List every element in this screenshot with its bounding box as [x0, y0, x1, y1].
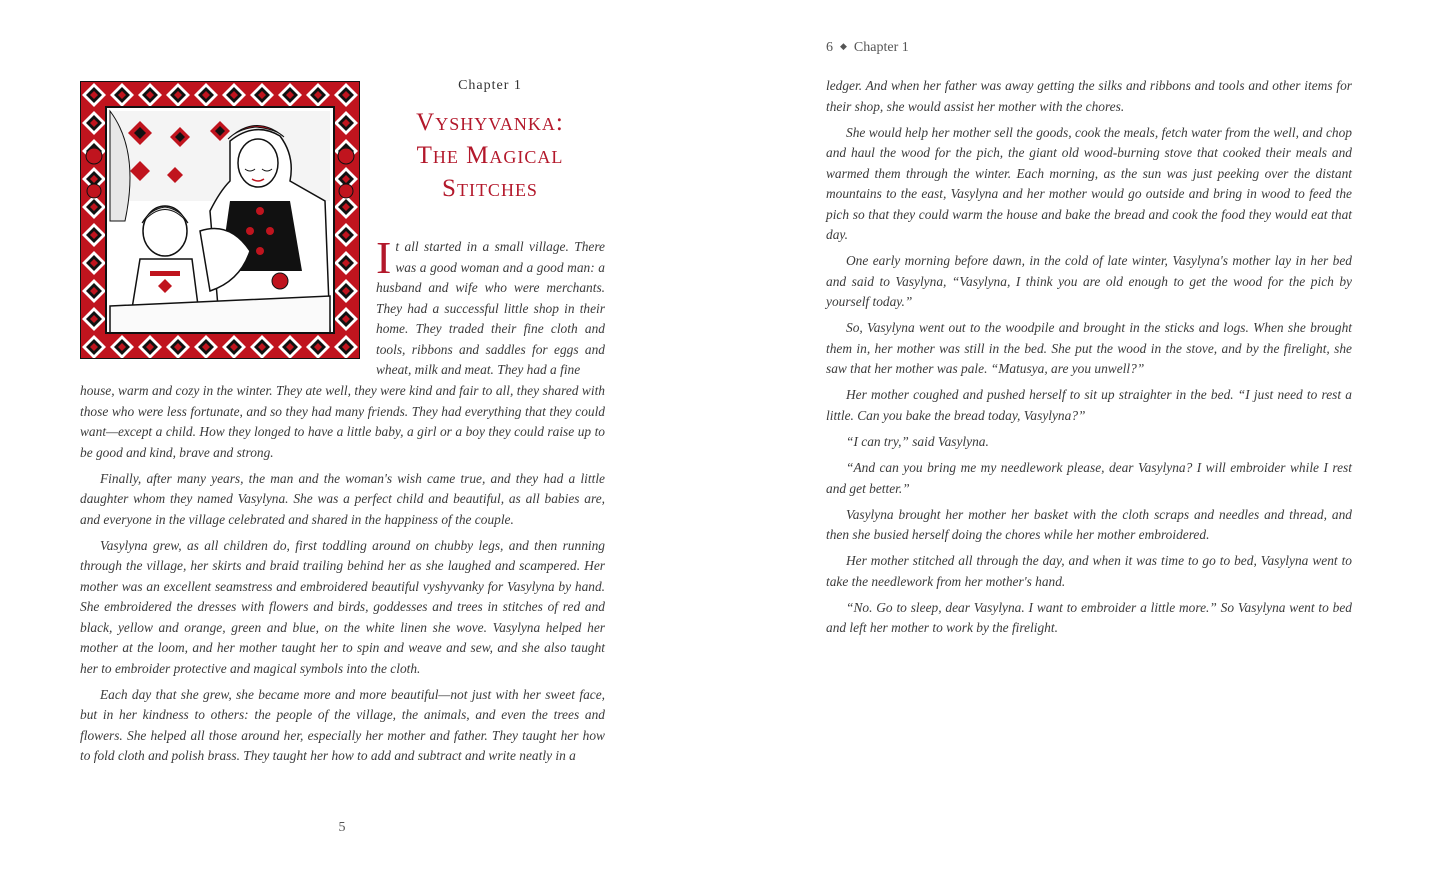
paragraph: “I can try,” said Vasylyna.	[846, 433, 989, 449]
paragraph: house, warm and cozy in the winter. They ate well, they were kind and fair to all, they shared with those who were less fortunate, and so they had many friends. They had everything that they could want—except a child. How they longed to have a little baby, a girl or a boy they could raise up to be good and kind, brave and strong.	[80, 383, 605, 460]
paragraph: Vasylyna grew, as all children do, first toddling around on chubby legs, and then running through the village, her skirts and braid trailing behind her as she laughed and scampered. Her mother was an excellent seamstress and embroidered beautiful vyshyvanky for Vasylyna by hand. She embroidered the dresses with flowers and birds, goddesses and trees in stitches of red and black, yellow and orange, green and blue, on the white linen she wove. Vasylyna helped her mother at the loom, and her mother taught her to spin and weave and sew, and she also taught her to embroider protective and magical symbols into the cloth.	[80, 537, 605, 676]
paragraph: So, Vasylyna went out to the woodpile and brought in the sticks and logs. When she brought them in, her mother was still in the bed. She put the wood in the stove, and by the firelight, she saw that her mother was pale. “Matusya, are you unwell?”	[826, 320, 1352, 377]
paragraph: One early morning before dawn, in the cold of late winter, Vasylyna's mother lay in her bed and said to Vasylyna, “Vasylyna, I think you are old enough to get the wood for the pich by yourself today.”	[826, 253, 1352, 310]
drop-cap: I	[376, 232, 392, 283]
opening-paragraph	[376, 232, 605, 381]
chapter-title-line-1: Vyshyvanka:	[416, 109, 564, 136]
paragraph: “And can you bring me my needlework please, dear Vasylyna? I will embroider while I rest and get better.”	[826, 460, 1352, 496]
paragraph: Her mother stitched all through the day, and when it was time to go to bed, Vasylyna went to take the needlework from her mother's hand.	[826, 553, 1352, 589]
chapter-illustration	[80, 81, 360, 359]
chapter-label: Chapter 1	[458, 78, 522, 93]
running-head-chapter: Chapter 1	[853, 40, 909, 55]
running-head	[826, 40, 909, 56]
chapter-title	[375, 106, 605, 205]
opening-text: t all started in a small village. There was a good woman and a good man: a husband and wife who were merchants. They had a successful little shop in their home. They traded their fine cloth and tools, ribbons and saddles for eggs and wheat, milk and meat. They had a fine	[376, 239, 605, 377]
paragraph: Finally, after many years, the man and the woman's wish came true, and they had a little daughter whom they named Vasylyna. She was a perfect child and beautiful, as all babies are, and everyone in the village celebrated and shared in the happiness of the couple.	[80, 470, 605, 527]
paragraph: She would help her mother sell the goods, cook the meals, fetch water from the well, and chop and haul the wood for the pich, the giant old wood-burning stove that cooked their meals and warmed them through the winter. Each morning, as the sun was just peeking over the distant mountains to the east, Vasylyna and her mother would go outside and bring in wood to feed the pich so that they could warm the house and bake the bread and cook the food they would eat that day.	[826, 124, 1352, 243]
page-number: 5	[338, 820, 346, 835]
diamond-icon: ◆	[840, 41, 847, 51]
left-page	[0, 0, 722, 896]
paragraph: “No. Go to sleep, dear Vasylyna. I want to embroider a little more.” So Vasylyna went to bed and left her mother to work by the firelight.	[826, 599, 1352, 636]
paragraph: Vasylyna brought her mother her basket with the cloth scraps and needles and thread, and then she busied herself doing the chores while her mother embroidered.	[826, 506, 1352, 543]
left-body-text	[80, 381, 605, 772]
right-body-text	[826, 76, 1352, 644]
chapter-title-line-3: Stitches	[442, 175, 538, 202]
paragraph: ledger. And when her father was away getting the silks and ribbons and tools and other items for their shop, she would assist her mother with the chores.	[826, 78, 1352, 114]
paragraph: Each day that she grew, she became more and more beautiful—not just with her sweet face, but in her kindness to others: the people of the village, the animals, and even the trees and flowers. She helped all those around her, especially her mother and father. They taught her how to fold cloth and polish brass. They taught her how to add and subtract and write neatly in a	[80, 686, 605, 764]
paragraph: Her mother coughed and pushed herself to sit up straighter in the bed. “I just need to rest a little. Can you bake the bread today, Vasylyna?”	[826, 387, 1352, 423]
running-head-page-number: 6	[826, 40, 833, 55]
chapter-title-line-2: The Magical	[416, 142, 564, 169]
